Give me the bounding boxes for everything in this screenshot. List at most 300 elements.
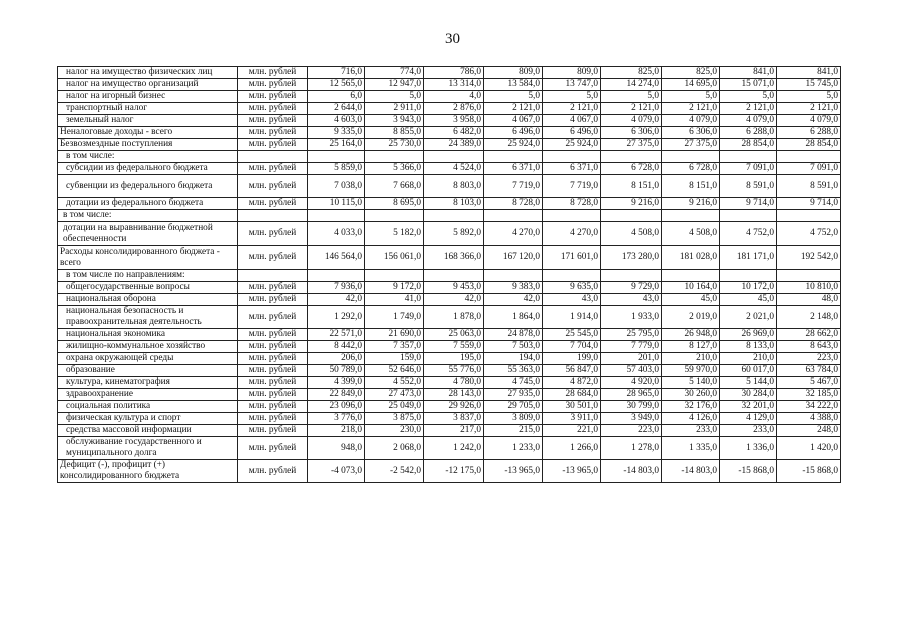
unit-cell: млн. рублей xyxy=(238,437,308,460)
value-cell: 6 306,0 xyxy=(662,127,720,139)
value-cell: 4 033,0 xyxy=(308,222,365,246)
value-cell: 25 063,0 xyxy=(424,329,484,341)
unit-cell: млн. рублей xyxy=(238,103,308,115)
unit-cell xyxy=(238,270,308,282)
table-row xyxy=(58,401,841,413)
value-cell: 5 182,0 xyxy=(365,222,424,246)
value-cell: 1 749,0 xyxy=(365,306,424,329)
value-cell: -4 073,0 xyxy=(308,460,365,483)
row-label: национальная оборона xyxy=(58,294,238,306)
value-cell: 59 970,0 xyxy=(662,365,720,377)
table-row xyxy=(58,163,841,175)
value-cell: 4 079,0 xyxy=(777,115,841,127)
row-label: национальная экономика xyxy=(58,329,238,341)
unit-cell: млн. рублей xyxy=(238,67,308,79)
value-cell: 22 849,0 xyxy=(308,389,365,401)
value-cell: 171 601,0 xyxy=(543,246,601,270)
value-cell: -13 965,0 xyxy=(484,460,543,483)
unit-cell: млн. рублей xyxy=(238,413,308,425)
row-label: налог на имущество физических лиц xyxy=(58,67,238,79)
unit-cell: млн. рублей xyxy=(238,91,308,103)
row-label: обслуживание государственного и муниципального долга xyxy=(58,437,238,460)
value-cell xyxy=(365,270,424,282)
value-cell: -13 965,0 xyxy=(543,460,601,483)
value-cell: 10 164,0 xyxy=(662,282,720,294)
unit-cell: млн. рублей xyxy=(238,282,308,294)
value-cell: 146 564,0 xyxy=(308,246,365,270)
value-cell: 28 143,0 xyxy=(424,389,484,401)
value-cell: 159,0 xyxy=(365,353,424,365)
value-cell: 233,0 xyxy=(720,425,777,437)
value-cell: 24 878,0 xyxy=(484,329,543,341)
value-cell: 181 171,0 xyxy=(720,246,777,270)
row-label: земельный налог xyxy=(58,115,238,127)
row-label: физическая культура и спорт xyxy=(58,413,238,425)
value-cell: 2 019,0 xyxy=(662,306,720,329)
unit-cell: млн. рублей xyxy=(238,175,308,198)
value-cell: 1 242,0 xyxy=(424,437,484,460)
value-cell: 3 943,0 xyxy=(365,115,424,127)
row-label: в том числе: xyxy=(58,151,238,163)
value-cell: 25 795,0 xyxy=(601,329,662,341)
value-cell: 6 482,0 xyxy=(424,127,484,139)
unit-cell: млн. рублей xyxy=(238,460,308,483)
value-cell: 10 172,0 xyxy=(720,282,777,294)
table-row xyxy=(58,425,841,437)
value-cell: 21 690,0 xyxy=(365,329,424,341)
value-cell: 7 038,0 xyxy=(308,175,365,198)
value-cell: 168 366,0 xyxy=(424,246,484,270)
value-cell: 24 389,0 xyxy=(424,139,484,151)
value-cell: 5,0 xyxy=(601,91,662,103)
value-cell: 2 148,0 xyxy=(777,306,841,329)
value-cell: 4 067,0 xyxy=(484,115,543,127)
table-body xyxy=(58,67,841,483)
value-cell: 4 508,0 xyxy=(662,222,720,246)
budget-table xyxy=(57,66,841,483)
value-cell: 15 745,0 xyxy=(777,79,841,91)
row-label: субсидии из федерального бюджета xyxy=(58,163,238,175)
value-cell: 1 335,0 xyxy=(662,437,720,460)
value-cell: 8 127,0 xyxy=(662,341,720,353)
value-cell: 29 926,0 xyxy=(424,401,484,413)
value-cell: 8 442,0 xyxy=(308,341,365,353)
value-cell: 5 144,0 xyxy=(720,377,777,389)
value-cell: 8 591,0 xyxy=(720,175,777,198)
value-cell: 9 335,0 xyxy=(308,127,365,139)
unit-cell: млн. рублей xyxy=(238,294,308,306)
value-cell: 206,0 xyxy=(308,353,365,365)
value-cell: 5 892,0 xyxy=(424,222,484,246)
value-cell: 28 854,0 xyxy=(777,139,841,151)
value-cell: 1 278,0 xyxy=(601,437,662,460)
value-cell: 32 201,0 xyxy=(720,401,777,413)
value-cell: 4 079,0 xyxy=(601,115,662,127)
value-cell: 25 049,0 xyxy=(365,401,424,413)
value-cell: 5,0 xyxy=(662,91,720,103)
value-cell xyxy=(543,151,601,163)
value-cell: 26 969,0 xyxy=(720,329,777,341)
value-cell: 3 949,0 xyxy=(601,413,662,425)
value-cell: 10 115,0 xyxy=(308,198,365,210)
value-cell: 6 288,0 xyxy=(720,127,777,139)
value-cell: 13 747,0 xyxy=(543,79,601,91)
value-cell: 45,0 xyxy=(720,294,777,306)
value-cell: 28 854,0 xyxy=(720,139,777,151)
unit-cell xyxy=(238,151,308,163)
value-cell: 230,0 xyxy=(365,425,424,437)
value-cell: 4 524,0 xyxy=(424,163,484,175)
value-cell: 4 079,0 xyxy=(720,115,777,127)
value-cell: 48,0 xyxy=(777,294,841,306)
table-row xyxy=(58,198,841,210)
value-cell: 52 646,0 xyxy=(365,365,424,377)
value-cell: 9 714,0 xyxy=(720,198,777,210)
value-cell: 30 501,0 xyxy=(543,401,601,413)
table-row xyxy=(58,413,841,425)
value-cell xyxy=(601,151,662,163)
value-cell: 181 028,0 xyxy=(662,246,720,270)
value-cell: 7 719,0 xyxy=(543,175,601,198)
value-cell xyxy=(424,270,484,282)
table-row xyxy=(58,389,841,401)
value-cell: 841,0 xyxy=(777,67,841,79)
value-cell: 34 222,0 xyxy=(777,401,841,413)
row-label: национальная безопасность и правоохранительная деятельность xyxy=(58,306,238,329)
value-cell: 2 068,0 xyxy=(365,437,424,460)
value-cell: 7 091,0 xyxy=(777,163,841,175)
value-cell: 825,0 xyxy=(601,67,662,79)
value-cell xyxy=(662,151,720,163)
row-label: образование xyxy=(58,365,238,377)
value-cell: 28 662,0 xyxy=(777,329,841,341)
value-cell: 25 730,0 xyxy=(365,139,424,151)
value-cell: 14 274,0 xyxy=(601,79,662,91)
value-cell xyxy=(720,270,777,282)
value-cell: 3 776,0 xyxy=(308,413,365,425)
value-cell: 12 565,0 xyxy=(308,79,365,91)
value-cell: 7 668,0 xyxy=(365,175,424,198)
value-cell: 1 933,0 xyxy=(601,306,662,329)
row-label: средства массовой информации xyxy=(58,425,238,437)
value-cell: 2 021,0 xyxy=(720,306,777,329)
value-cell: 9 172,0 xyxy=(365,282,424,294)
page-number: 30 xyxy=(445,31,460,47)
value-cell: 1 864,0 xyxy=(484,306,543,329)
value-cell: 217,0 xyxy=(424,425,484,437)
value-cell: 4,0 xyxy=(424,91,484,103)
value-cell: 4 552,0 xyxy=(365,377,424,389)
value-cell: 4 270,0 xyxy=(484,222,543,246)
value-cell xyxy=(777,151,841,163)
row-label: культура, кинематография xyxy=(58,377,238,389)
value-cell: 56 847,0 xyxy=(543,365,601,377)
value-cell: 8 151,0 xyxy=(662,175,720,198)
value-cell: 7 357,0 xyxy=(365,341,424,353)
value-cell xyxy=(484,210,543,222)
row-label: охрана окружающей среды xyxy=(58,353,238,365)
value-cell: 4 399,0 xyxy=(308,377,365,389)
value-cell: 194,0 xyxy=(484,353,543,365)
value-cell: 14 695,0 xyxy=(662,79,720,91)
value-cell: 5,0 xyxy=(720,91,777,103)
value-cell: 50 789,0 xyxy=(308,365,365,377)
value-cell: 3 809,0 xyxy=(484,413,543,425)
value-cell: 9 714,0 xyxy=(777,198,841,210)
value-cell: 25 924,0 xyxy=(484,139,543,151)
value-cell: -15 868,0 xyxy=(777,460,841,483)
value-cell xyxy=(365,151,424,163)
value-cell: 26 948,0 xyxy=(662,329,720,341)
value-cell: 7 719,0 xyxy=(484,175,543,198)
value-cell: 223,0 xyxy=(601,425,662,437)
row-label: Неналоговые доходы - всего xyxy=(58,127,238,139)
table-row xyxy=(58,306,841,329)
value-cell: 5,0 xyxy=(484,91,543,103)
row-label: субвенции из федерального бюджета xyxy=(58,175,238,198)
unit-cell: млн. рублей xyxy=(238,306,308,329)
value-cell xyxy=(424,151,484,163)
value-cell: 27 375,0 xyxy=(662,139,720,151)
unit-cell: млн. рублей xyxy=(238,353,308,365)
table-row xyxy=(58,341,841,353)
value-cell: 6 371,0 xyxy=(484,163,543,175)
value-cell: 4 508,0 xyxy=(601,222,662,246)
value-cell: -12 175,0 xyxy=(424,460,484,483)
unit-cell: млн. рублей xyxy=(238,115,308,127)
value-cell: 1 420,0 xyxy=(777,437,841,460)
unit-cell: млн. рублей xyxy=(238,401,308,413)
table-row xyxy=(58,377,841,389)
value-cell: 4 780,0 xyxy=(424,377,484,389)
value-cell: 4 129,0 xyxy=(720,413,777,425)
table-row xyxy=(58,103,841,115)
row-label: Расходы консолидированного бюджета - всего xyxy=(58,246,238,270)
value-cell: 7 779,0 xyxy=(601,341,662,353)
value-cell: 4 126,0 xyxy=(662,413,720,425)
row-label: в том числе: xyxy=(58,210,238,222)
value-cell: 3 911,0 xyxy=(543,413,601,425)
value-cell: 4 270,0 xyxy=(543,222,601,246)
value-cell: 8 591,0 xyxy=(777,175,841,198)
value-cell: 8 728,0 xyxy=(543,198,601,210)
value-cell: 8 133,0 xyxy=(720,341,777,353)
value-cell: 173 280,0 xyxy=(601,246,662,270)
value-cell: 786,0 xyxy=(424,67,484,79)
value-cell: 201,0 xyxy=(601,353,662,365)
value-cell: 5,0 xyxy=(365,91,424,103)
value-cell: 32 176,0 xyxy=(662,401,720,413)
value-cell: 55 776,0 xyxy=(424,365,484,377)
value-cell: 15 071,0 xyxy=(720,79,777,91)
value-cell: -15 868,0 xyxy=(720,460,777,483)
value-cell: 30 284,0 xyxy=(720,389,777,401)
table-row xyxy=(58,222,841,246)
value-cell: 218,0 xyxy=(308,425,365,437)
value-cell: 29 705,0 xyxy=(484,401,543,413)
value-cell: 215,0 xyxy=(484,425,543,437)
value-cell: 9 729,0 xyxy=(601,282,662,294)
unit-cell: млн. рублей xyxy=(238,127,308,139)
value-cell: -14 803,0 xyxy=(662,460,720,483)
value-cell: 5 859,0 xyxy=(308,163,365,175)
value-cell: 42,0 xyxy=(308,294,365,306)
value-cell: 3 875,0 xyxy=(365,413,424,425)
value-cell: 1 914,0 xyxy=(543,306,601,329)
value-cell: 6 728,0 xyxy=(662,163,720,175)
value-cell: 1 292,0 xyxy=(308,306,365,329)
value-cell: 4 079,0 xyxy=(662,115,720,127)
row-label: транспортный налог xyxy=(58,103,238,115)
value-cell xyxy=(601,270,662,282)
value-cell: 8 151,0 xyxy=(601,175,662,198)
value-cell: 27 935,0 xyxy=(484,389,543,401)
row-label: Дефицит (-), профицит (+) консолидированного бюджета xyxy=(58,460,238,483)
value-cell: 2 876,0 xyxy=(424,103,484,115)
value-cell: 42,0 xyxy=(424,294,484,306)
value-cell: 41,0 xyxy=(365,294,424,306)
value-cell: 27 473,0 xyxy=(365,389,424,401)
value-cell: 9 635,0 xyxy=(543,282,601,294)
value-cell: 28 684,0 xyxy=(543,389,601,401)
value-cell: 5 140,0 xyxy=(662,377,720,389)
table-row xyxy=(58,139,841,151)
value-cell: 5 467,0 xyxy=(777,377,841,389)
unit-cell: млн. рублей xyxy=(238,389,308,401)
table-row xyxy=(58,67,841,79)
value-cell: 7 704,0 xyxy=(543,341,601,353)
value-cell: 13 314,0 xyxy=(424,79,484,91)
value-cell: 23 096,0 xyxy=(308,401,365,413)
value-cell: 63 784,0 xyxy=(777,365,841,377)
value-cell: 948,0 xyxy=(308,437,365,460)
value-cell: 32 185,0 xyxy=(777,389,841,401)
value-cell: -2 542,0 xyxy=(365,460,424,483)
value-cell: 6 371,0 xyxy=(543,163,601,175)
table-row xyxy=(58,353,841,365)
unit-cell: млн. рублей xyxy=(238,163,308,175)
value-cell: 43,0 xyxy=(601,294,662,306)
value-cell: 1 233,0 xyxy=(484,437,543,460)
value-cell: 841,0 xyxy=(720,67,777,79)
value-cell: 7 091,0 xyxy=(720,163,777,175)
value-cell: 6,0 xyxy=(308,91,365,103)
value-cell: 2 121,0 xyxy=(777,103,841,115)
value-cell: 4 745,0 xyxy=(484,377,543,389)
value-cell xyxy=(484,270,543,282)
value-cell: 25 924,0 xyxy=(543,139,601,151)
value-cell: 22 571,0 xyxy=(308,329,365,341)
unit-cell: млн. рублей xyxy=(238,377,308,389)
row-label: жилищно-коммунальное хозяйство xyxy=(58,341,238,353)
value-cell: 7 936,0 xyxy=(308,282,365,294)
row-label: социальная политика xyxy=(58,401,238,413)
value-cell: 210,0 xyxy=(662,353,720,365)
value-cell: 9 383,0 xyxy=(484,282,543,294)
value-cell xyxy=(365,210,424,222)
value-cell: 4 388,0 xyxy=(777,413,841,425)
table-row xyxy=(58,365,841,377)
table-row xyxy=(58,329,841,341)
table-row xyxy=(58,151,841,163)
value-cell: 28 965,0 xyxy=(601,389,662,401)
unit-cell xyxy=(238,210,308,222)
value-cell: 5 366,0 xyxy=(365,163,424,175)
row-label: налог на игорный бизнес xyxy=(58,91,238,103)
value-cell: 10 810,0 xyxy=(777,282,841,294)
table-row xyxy=(58,175,841,198)
value-cell: 55 363,0 xyxy=(484,365,543,377)
value-cell: 2 121,0 xyxy=(543,103,601,115)
table-row xyxy=(58,115,841,127)
value-cell: 223,0 xyxy=(777,353,841,365)
value-cell: 6 288,0 xyxy=(777,127,841,139)
value-cell: 8 855,0 xyxy=(365,127,424,139)
table-row xyxy=(58,79,841,91)
value-cell: 774,0 xyxy=(365,67,424,79)
value-cell xyxy=(720,210,777,222)
value-cell: 45,0 xyxy=(662,294,720,306)
value-cell: 6 496,0 xyxy=(543,127,601,139)
value-cell: 25 545,0 xyxy=(543,329,601,341)
value-cell xyxy=(308,151,365,163)
value-cell: -14 803,0 xyxy=(601,460,662,483)
value-cell: 6 306,0 xyxy=(601,127,662,139)
value-cell: 8 803,0 xyxy=(424,175,484,198)
value-cell xyxy=(308,270,365,282)
value-cell: 4 920,0 xyxy=(601,377,662,389)
value-cell xyxy=(308,210,365,222)
value-cell xyxy=(662,210,720,222)
value-cell: 2 121,0 xyxy=(484,103,543,115)
value-cell: 3 837,0 xyxy=(424,413,484,425)
value-cell: 8 728,0 xyxy=(484,198,543,210)
unit-cell: млн. рублей xyxy=(238,246,308,270)
value-cell: 248,0 xyxy=(777,425,841,437)
value-cell: 2 121,0 xyxy=(601,103,662,115)
value-cell: 30 799,0 xyxy=(601,401,662,413)
value-cell xyxy=(777,210,841,222)
row-label: Безвозмездные поступления xyxy=(58,139,238,151)
value-cell: 210,0 xyxy=(720,353,777,365)
row-label: здравоохранение xyxy=(58,389,238,401)
unit-cell: млн. рублей xyxy=(238,139,308,151)
value-cell: 1 266,0 xyxy=(543,437,601,460)
value-cell xyxy=(601,210,662,222)
value-cell: 3 958,0 xyxy=(424,115,484,127)
value-cell: 57 403,0 xyxy=(601,365,662,377)
table-row xyxy=(58,294,841,306)
value-cell: 4 603,0 xyxy=(308,115,365,127)
value-cell xyxy=(720,151,777,163)
value-cell: 8 643,0 xyxy=(777,341,841,353)
table-row xyxy=(58,460,841,483)
unit-cell: млн. рублей xyxy=(238,425,308,437)
value-cell: 4 752,0 xyxy=(720,222,777,246)
value-cell xyxy=(543,270,601,282)
value-cell xyxy=(662,270,720,282)
unit-cell: млн. рублей xyxy=(238,222,308,246)
value-cell: 4 752,0 xyxy=(777,222,841,246)
value-cell: 221,0 xyxy=(543,425,601,437)
value-cell xyxy=(484,151,543,163)
value-cell: 8 695,0 xyxy=(365,198,424,210)
row-label: дотации из федерального бюджета xyxy=(58,198,238,210)
unit-cell: млн. рублей xyxy=(238,329,308,341)
table-row xyxy=(58,437,841,460)
value-cell: 7 503,0 xyxy=(484,341,543,353)
value-cell: 12 947,0 xyxy=(365,79,424,91)
